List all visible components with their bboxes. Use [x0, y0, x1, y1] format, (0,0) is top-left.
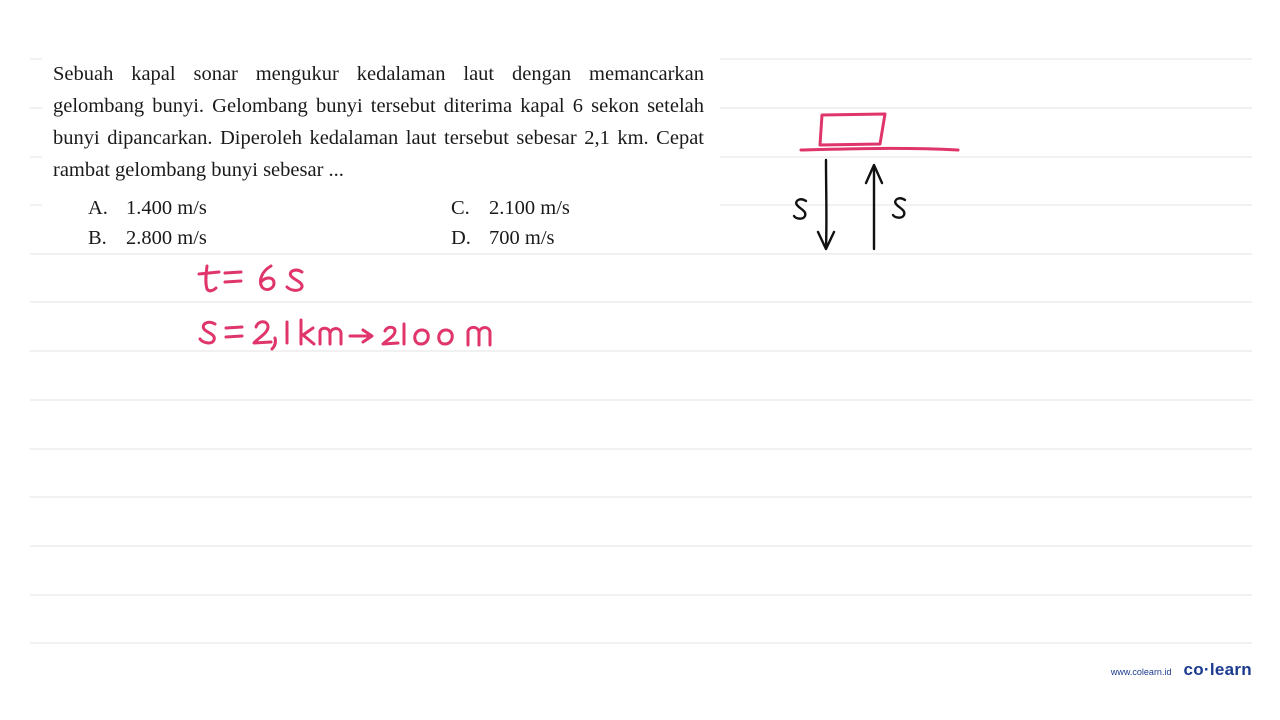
choice-letter: A.	[88, 197, 108, 219]
brand-logo: co·learn	[1183, 660, 1252, 679]
diagram-label-left	[794, 199, 806, 218]
choice-letter: B.	[88, 227, 107, 249]
down-arrow-icon	[818, 160, 834, 249]
choice-letter: D.	[451, 227, 471, 249]
ship-drawing	[801, 114, 958, 150]
diagram-label-right	[893, 198, 905, 217]
question-text: Sebuah kapal sonar mengukur kedalaman laut dengan memancarkan gelombang bunyi. Gelombang bunyi tersebut diterima kapal 6 sekon setelah bunyi dipancarkan. Diperoleh kedalaman laut tersebut sebesar 2,1 km. Cepat rambat gelombang bunyi sebesar ...	[53, 63, 704, 181]
up-arrow-icon	[866, 165, 882, 249]
choice-letter: C.	[451, 197, 470, 219]
choice-value: 2.100 m/s	[489, 197, 570, 219]
handwritten-note-line1	[199, 266, 302, 291]
choice-value: 2.800 m/s	[126, 227, 207, 249]
choice-value: 700 m/s	[489, 227, 555, 249]
brand-url: www.colearn.id	[1110, 667, 1172, 677]
handwritten-note-line2	[200, 320, 490, 349]
brand-footer	[1111, 660, 1252, 680]
choice-value: 1.400 m/s	[126, 197, 207, 219]
